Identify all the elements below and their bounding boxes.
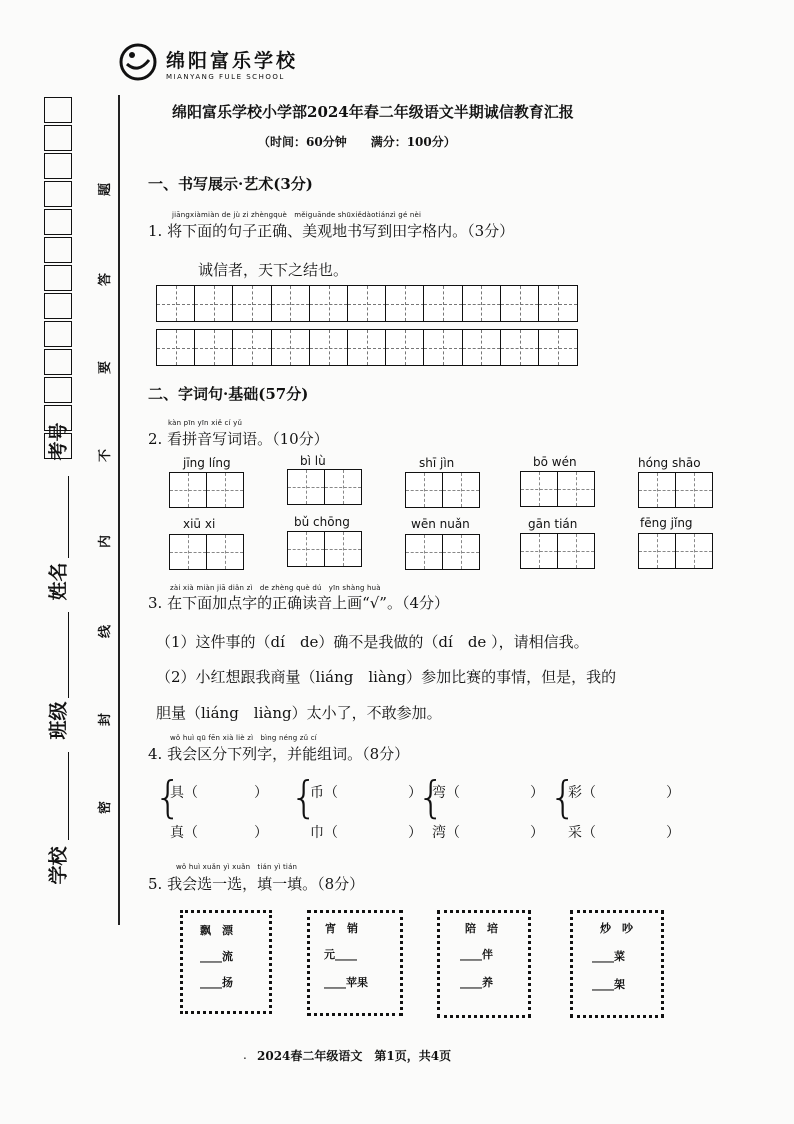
seal-char: 题 [98,182,114,197]
exam-digit-box[interactable] [44,349,72,375]
tianzige-cell[interactable] [500,329,540,366]
tianzige-cell[interactable] [423,285,463,322]
fill-blank[interactable]: ____扬 [200,976,233,989]
tianzige-cell[interactable] [156,285,196,322]
word-box [169,534,242,570]
word-pair-item[interactable]: 采（ ） [568,825,680,841]
exam-digit-box[interactable] [44,377,72,403]
word-pair-item[interactable]: 彩（ ） [568,785,680,801]
tianzige-cell[interactable] [442,472,480,508]
word-pair-item[interactable]: 具（ ） [170,785,268,801]
tianzige-cell[interactable] [206,472,244,508]
tianzige-cell[interactable] [324,531,362,567]
question-2: 2. 看拼音写词语。（10分） [148,430,329,448]
word-pair-item[interactable]: 巾（ ） [310,825,422,841]
exam-info: （时间：60分钟 满分：100分） [258,135,456,149]
tianzige-cell[interactable] [324,469,362,505]
fill-blank[interactable]: ____架 [592,978,625,991]
tianzige-cell[interactable] [538,285,578,322]
exam-digit-box[interactable] [44,125,72,151]
tianzige-cell[interactable] [271,285,311,322]
tianzige-cell[interactable] [520,471,558,507]
exam-digit-box[interactable] [44,265,72,291]
class-underline[interactable] [68,612,69,698]
brace-icon: { [417,772,445,823]
exam-digit-box[interactable] [44,293,72,319]
tianzige-cell[interactable] [423,329,463,366]
seal-char: 封 [98,712,114,727]
exam-digit-box[interactable] [44,181,72,207]
pinyin-word: hóng shāo [638,456,701,470]
fill-blank[interactable]: ____流 [200,950,233,963]
name-label: 姓名 [47,562,70,601]
word-pair-item[interactable]: 币（ ） [310,785,422,801]
choice-chars: 陪 培 [465,922,498,935]
tianzige-cell[interactable] [287,531,325,567]
word-pair-item[interactable]: 湾（ ） [432,825,544,841]
exam-digit-box[interactable] [44,321,72,347]
tianzige-cell[interactable] [462,285,502,322]
tianzige-cell[interactable] [271,329,311,366]
seal-char: 内 [98,534,114,549]
page-footer: 2024春二年级语文 第1页，共4页 [257,1049,452,1063]
tianzige-cell[interactable] [405,472,443,508]
word-box [405,472,478,508]
question-pinyin: kàn pīn yīn xiě cí yǔ [168,419,243,427]
pinyin-word: bō wén [533,455,577,469]
word-box [287,531,360,567]
seal-line [118,95,120,925]
exam-number-label: 考号 [47,422,70,461]
writing-grid-row [156,285,576,322]
exam-number-boxes [44,97,74,461]
seal-char: 要 [98,360,114,375]
word-pair-item[interactable]: 真（ ） [170,825,268,841]
pinyin-word: bǔ chōng [294,515,350,529]
fill-blank[interactable]: ____伴 [460,948,493,961]
name-underline[interactable] [68,476,69,558]
brace-icon: { [154,772,182,823]
brace-icon: { [549,772,577,823]
tianzige-cell[interactable] [385,329,425,366]
fill-blank[interactable]: ____苹果 [324,976,368,989]
logo-english-name: MIANYANG FULE SCHOOL [166,73,285,81]
tianzige-cell[interactable] [638,472,676,508]
school-logo-icon [118,42,158,82]
tianzige-cell[interactable] [287,469,325,505]
q3-item-2-cont: 胆量（liáng liàng）太小了，不敢参加。 [156,704,442,722]
tianzige-cell[interactable] [169,534,207,570]
class-label: 班级 [47,701,70,740]
question-pinyin: wǒ huì qū fēn xià liè zì bìng néng zǔ cí [170,734,317,742]
question-pinyin: zài xià miàn jiā diǎn zì de zhèng què dú yīn shàng huà [170,584,381,592]
tianzige-cell[interactable] [500,285,540,322]
tianzige-cell[interactable] [538,329,578,366]
footer-dot: . [243,1048,247,1062]
page-title: 绵阳富乐学校小学部2024年春二年级语文半期诚信教育汇报 [172,103,574,121]
pinyin-word: shī jìn [419,456,455,470]
question-pinyin: wǒ huì xuǎn yì xuǎn tián yì tián [176,863,298,871]
pinyin-word: fēng jǐng [640,516,693,530]
tianzige-cell[interactable] [557,471,595,507]
question-3: 3. 在下面加点字的正确读音上画“√”。（4分） [148,594,450,612]
school-label: 学校 [47,846,70,885]
pinyin-word: xiū xi [183,517,216,531]
seal-char: 答 [98,272,114,287]
exam-digit-box[interactable] [44,97,72,123]
tianzige-cell[interactable] [194,285,234,322]
tianzige-cell[interactable] [462,329,502,366]
section-heading: 一、书写展示·艺术(3分) [148,175,313,193]
seal-char: 不 [98,448,114,463]
tianzige-cell[interactable] [675,533,713,569]
tianzige-cell[interactable] [169,472,207,508]
exam-digit-box[interactable] [44,237,72,263]
school-underline[interactable] [68,752,69,840]
pinyin-word: gān tián [528,517,578,531]
logo-chinese-name: 绵阳富乐学校 [166,50,299,72]
word-box [520,533,593,569]
word-box [638,533,711,569]
tianzige-cell[interactable] [194,329,234,366]
exam-digit-box[interactable] [44,209,72,235]
fill-blank[interactable]: 元____ [324,948,357,961]
choice-chars: 飘 漂 [200,924,233,937]
choice-chars: 炒 吵 [600,922,633,935]
word-pair-item[interactable]: 弯（ ） [432,785,544,801]
fill-blank[interactable]: ____菜 [592,950,625,963]
fill-blank[interactable]: ____养 [460,976,493,989]
tianzige-cell[interactable] [405,534,443,570]
tianzige-cell[interactable] [385,285,425,322]
tianzige-cell[interactable] [675,472,713,508]
writing-grid-row [156,329,576,366]
tianzige-cell[interactable] [232,329,272,366]
pinyin-word: wēn nuǎn [411,517,470,531]
tianzige-cell[interactable] [232,285,272,322]
exam-digit-box[interactable] [44,153,72,179]
word-box [520,471,593,507]
tianzige-cell[interactable] [638,533,676,569]
seal-char: 线 [98,624,114,639]
question-4: 4. 我会区分下列字，并能组词。（8分） [148,745,410,763]
tianzige-cell[interactable] [156,329,196,366]
tianzige-cell[interactable] [347,329,387,366]
q3-item-2: （2）小红想跟我商量（liáng liàng）参加比赛的事情，但是，我的 [156,668,617,686]
word-box [405,534,478,570]
tianzige-cell[interactable] [309,285,349,322]
pinyin-word: bì lù [300,454,326,468]
tianzige-cell[interactable] [557,533,595,569]
tianzige-cell[interactable] [347,285,387,322]
question-pinyin: jiāngxiàmiàn de jù zi zhèngquè měiguānde shūxiědàotiánzì gé nèi [172,211,422,219]
tianzige-cell[interactable] [442,534,480,570]
seal-char: 密 [98,800,114,815]
q3-item-1: （1）这件事的（dí de）确不是我做的（dí de ），请相信我。 [156,633,589,651]
section-heading: 二、字词句·基础(57分) [148,385,309,403]
question-5: 5. 我会选一选，填一填。（8分） [148,875,365,893]
word-box [287,469,360,505]
pinyin-word: jīng líng [183,456,231,470]
question-1: 1. 将下面的句子正确、美观地书写到田字格内。（3分） [148,222,515,240]
tianzige-cell[interactable] [206,534,244,570]
brace-icon: { [290,772,318,823]
copy-sentence: 诚信者，天下之结也。 [198,261,349,279]
word-box [169,472,242,508]
choice-chars: 宵 销 [325,922,358,935]
word-box [638,472,711,508]
tianzige-cell[interactable] [520,533,558,569]
tianzige-cell[interactable] [309,329,349,366]
